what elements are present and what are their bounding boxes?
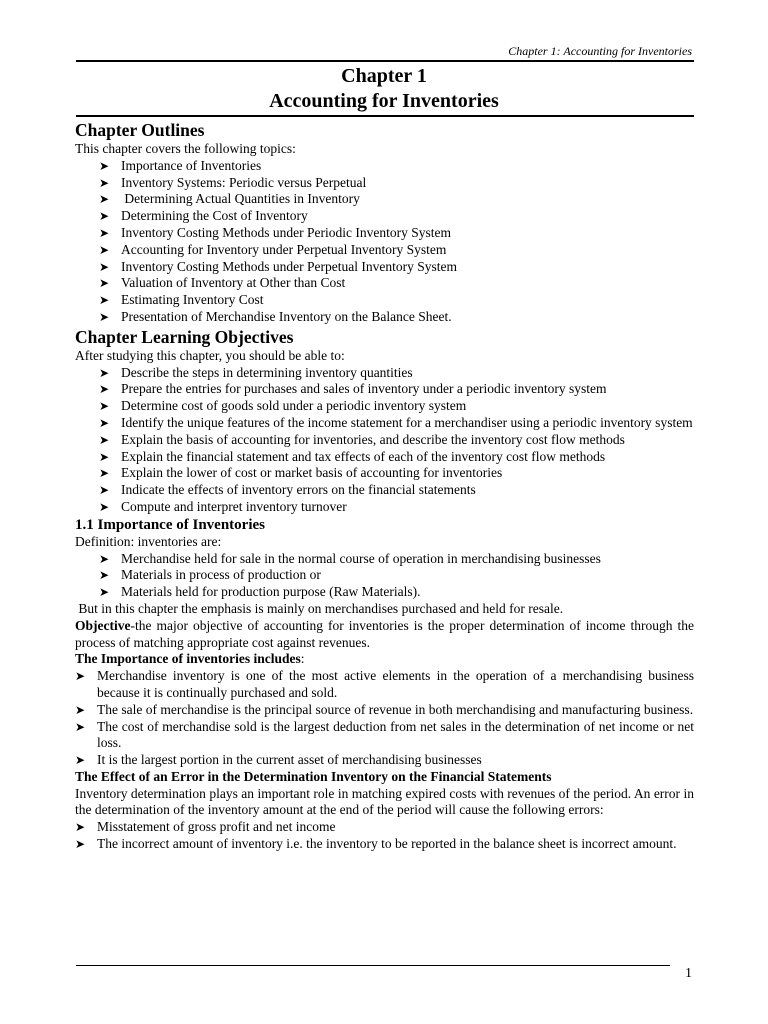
arrow-bullet-icon: ➤	[99, 242, 110, 257]
section-heading: 1.1 Importance of Inventories	[75, 516, 265, 533]
list-item: ➤ Explain the financial statement and tax effects of each of the inventory cost flow methods	[99, 448, 606, 464]
header-rule	[76, 60, 694, 62]
title-rule	[76, 115, 694, 117]
list-item: ➤ Accounting for Inventory under Perpetual Inventory System	[99, 241, 447, 257]
list-item: ➤ Determining Actual Quantities in Inventory	[99, 191, 360, 207]
definition-list	[75, 551, 694, 601]
emphasis-paragraph: But in this chapter the emphasis is mainly on merchandises purchased and held for resale.	[75, 600, 564, 616]
arrow-bullet-icon: ➤	[99, 466, 110, 481]
objective-paragraph	[75, 618, 694, 652]
arrow-bullet-icon: ➤	[99, 276, 110, 291]
objective-text: -the major objective of accounting for inventories is the proper determination of income through the process of matching appropriate cost against revenues.	[75, 617, 694, 650]
arrow-bullet-icon: ➤	[99, 585, 110, 600]
list-item: ➤ Identify the unique features of the income statement for a merchandiser using a periodic inventory system	[99, 414, 693, 430]
arrow-bullet-icon: ➤	[99, 432, 110, 447]
arrow-bullet-icon: ➤	[75, 719, 86, 734]
arrow-bullet-icon: ➤	[75, 669, 86, 684]
chapter-number: Chapter 1	[341, 65, 427, 87]
list-item: ➤ Presentation of Merchandise Inventory on the Balance Sheet.	[99, 308, 452, 324]
objectives-list	[75, 365, 694, 516]
list-item: ➤ Misstatement of gross profit and net income	[75, 819, 336, 835]
list-item: ➤ Describe the steps in determining inventory quantities	[99, 364, 413, 380]
arrow-bullet-icon: ➤	[99, 175, 110, 190]
arrow-bullet-icon: ➤	[99, 293, 110, 308]
arrow-bullet-icon: ➤	[99, 382, 110, 397]
arrow-bullet-icon: ➤	[99, 259, 110, 274]
arrow-bullet-icon: ➤	[99, 365, 110, 380]
list-item: ➤ Explain the basis of accounting for inventories, and describe the inventory cost flow methods	[99, 431, 625, 447]
list-item: ➤ Indicate the effects of inventory errors on the financial statements	[99, 482, 476, 498]
error-heading: The Effect of an Error in the Determination Inventory on the Financial Statements	[75, 768, 552, 784]
arrow-bullet-icon: ➤	[99, 499, 110, 514]
arrow-bullet-icon: ➤	[99, 568, 110, 583]
list-item: ➤ Explain the lower of cost or market basis of accounting for inventories	[99, 465, 503, 481]
arrow-bullet-icon: ➤	[75, 702, 86, 717]
list-item: ➤ Importance of Inventories	[99, 157, 262, 173]
error-paragraph: Inventory determination plays an important role in matching expired costs with revenues of the period. An error in the determination of the inventory amount at the end of the period will cause the following errors:	[75, 785, 694, 818]
definition-line: Definition: inventories are:	[75, 533, 222, 549]
list-item: ➤ Merchandise held for sale in the normal course of operation in merchandising businesses	[99, 550, 601, 566]
list-item: ➤ It is the largest portion in the current asset of merchandising businesses	[75, 752, 482, 768]
list-item: ➤ Determine cost of goods sold under a periodic inventory system	[99, 398, 467, 414]
running-header: Chapter 1: Accounting for Inventories	[508, 44, 692, 58]
list-item: ➤ Merchandise inventory is one of the most active elements in the operation of a merchandising business because it is continually purchased and sold.	[75, 668, 694, 700]
importance-heading: The Importance of inventories includes:	[75, 651, 305, 667]
arrow-bullet-icon: ➤	[99, 309, 110, 324]
list-item: ➤ The cost of merchandise sold is the largest deduction from net sales in the determination of net income or net loss.	[75, 718, 694, 751]
list-item: ➤ Materials in process of production or	[99, 567, 321, 583]
list-item: ➤ Valuation of Inventory at Other than Cost	[99, 275, 346, 291]
list-item: ➤ Compute and interpret inventory turnover	[99, 498, 347, 514]
list-item: ➤ The sale of merchandise is the principal source of revenue in both merchandising and manufacturing business.	[75, 701, 694, 717]
arrow-bullet-icon: ➤	[99, 449, 110, 464]
document-body	[75, 119, 694, 853]
objectives-heading: Chapter Learning Objectives	[75, 326, 294, 347]
list-item: ➤ Inventory Systems: Periodic versus Perpetual	[99, 174, 367, 190]
arrow-bullet-icon: ➤	[75, 837, 86, 852]
arrow-bullet-icon: ➤	[75, 753, 86, 768]
list-item: ➤ Estimating Inventory Cost	[99, 292, 264, 308]
arrow-bullet-icon: ➤	[99, 209, 110, 224]
arrow-bullet-icon: ➤	[99, 225, 110, 240]
list-item: ➤ Materials held for production purpose (Raw Materials).	[99, 584, 421, 600]
arrow-bullet-icon: ➤	[99, 415, 110, 430]
page-number: 1	[685, 966, 692, 981]
outlines-intro: This chapter covers the following topics:	[75, 141, 296, 156]
error-list	[75, 819, 694, 853]
outlines-heading: Chapter Outlines	[75, 120, 205, 140]
arrow-bullet-icon: ➤	[99, 192, 110, 207]
arrow-bullet-icon: ➤	[99, 158, 110, 173]
arrow-bullet-icon: ➤	[75, 820, 86, 835]
list-item: ➤ Inventory Costing Methods under Perpetual Inventory System	[99, 258, 457, 274]
objectives-intro: After studying this chapter, you should be able to:	[75, 347, 345, 363]
list-item: ➤ Prepare the entries for purchases and sales of inventory under a periodic inventory system	[99, 381, 607, 397]
chapter-title: Accounting for Inventories	[269, 90, 499, 112]
outlines-list	[75, 158, 694, 326]
list-item: ➤ The incorrect amount of inventory i.e. the inventory to be reported in the balance sheet is incorrect amount.	[75, 836, 677, 852]
arrow-bullet-icon: ➤	[99, 399, 110, 414]
list-item: ➤ Inventory Costing Methods under Periodic Inventory System	[99, 224, 451, 240]
list-item: ➤ Determining the Cost of Inventory	[99, 208, 308, 224]
objective-label: Objective	[75, 617, 131, 633]
importance-list	[75, 668, 694, 769]
arrow-bullet-icon: ➤	[99, 551, 110, 566]
arrow-bullet-icon: ➤	[99, 483, 110, 498]
footer-rule	[76, 965, 670, 966]
